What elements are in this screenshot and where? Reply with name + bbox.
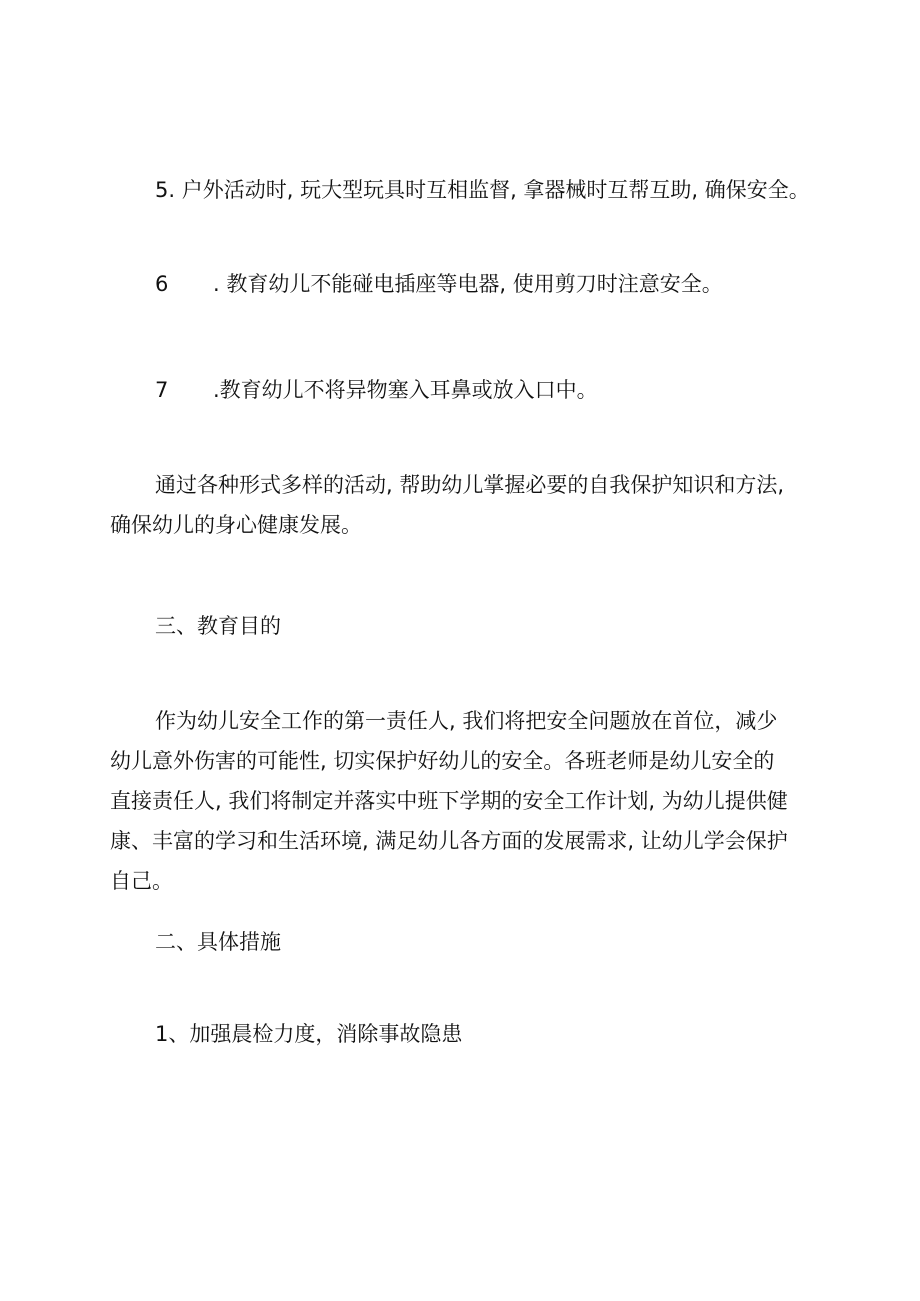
list-item-number: 6 bbox=[155, 272, 169, 296]
section-heading: 三、教育目的 bbox=[155, 614, 281, 638]
list-item-7 bbox=[155, 373, 598, 407]
body-paragraph: 通过各种形式多样的活动, 帮助幼儿掌握必要的自我保护知识和方法, 确保幼儿的身心健康发展。 bbox=[110, 473, 785, 537]
list-item-number: 7 bbox=[155, 378, 169, 402]
list-item-5 bbox=[155, 173, 810, 207]
list-item-text: . 户外活动时, 玩大型玩具时互相监督, 拿器械时互帮互助, 确保安全。 bbox=[168, 178, 810, 202]
list-item-text: .教育幼儿不将异物塞入耳鼻或放入口中。 bbox=[213, 378, 598, 402]
list-item-6 bbox=[155, 267, 723, 301]
subsection-heading: 1、加强晨检力度，消除事故隐患 bbox=[155, 1022, 463, 1046]
body-paragraph: 作为幼儿安全工作的第一责任人, 我们将把安全问题放在首位，减少幼儿意外伤害的可能性, 切实保护好幼儿的安全。各班老师是幼儿安全的直接责任人, 我们将制定并落实中班下学期的安全工作计划, 为幼儿提供健康、丰富的学习和生活环境, 满足幼儿各方面的发展需求, 让幼儿学会保护自己。 bbox=[110, 709, 788, 893]
section-heading: 二、具体措施 bbox=[155, 930, 281, 954]
list-item-number: 5 bbox=[155, 178, 169, 202]
list-item-text: . 教育幼儿不能碰电插座等电器, 使用剪刀时注意安全。 bbox=[213, 272, 723, 296]
